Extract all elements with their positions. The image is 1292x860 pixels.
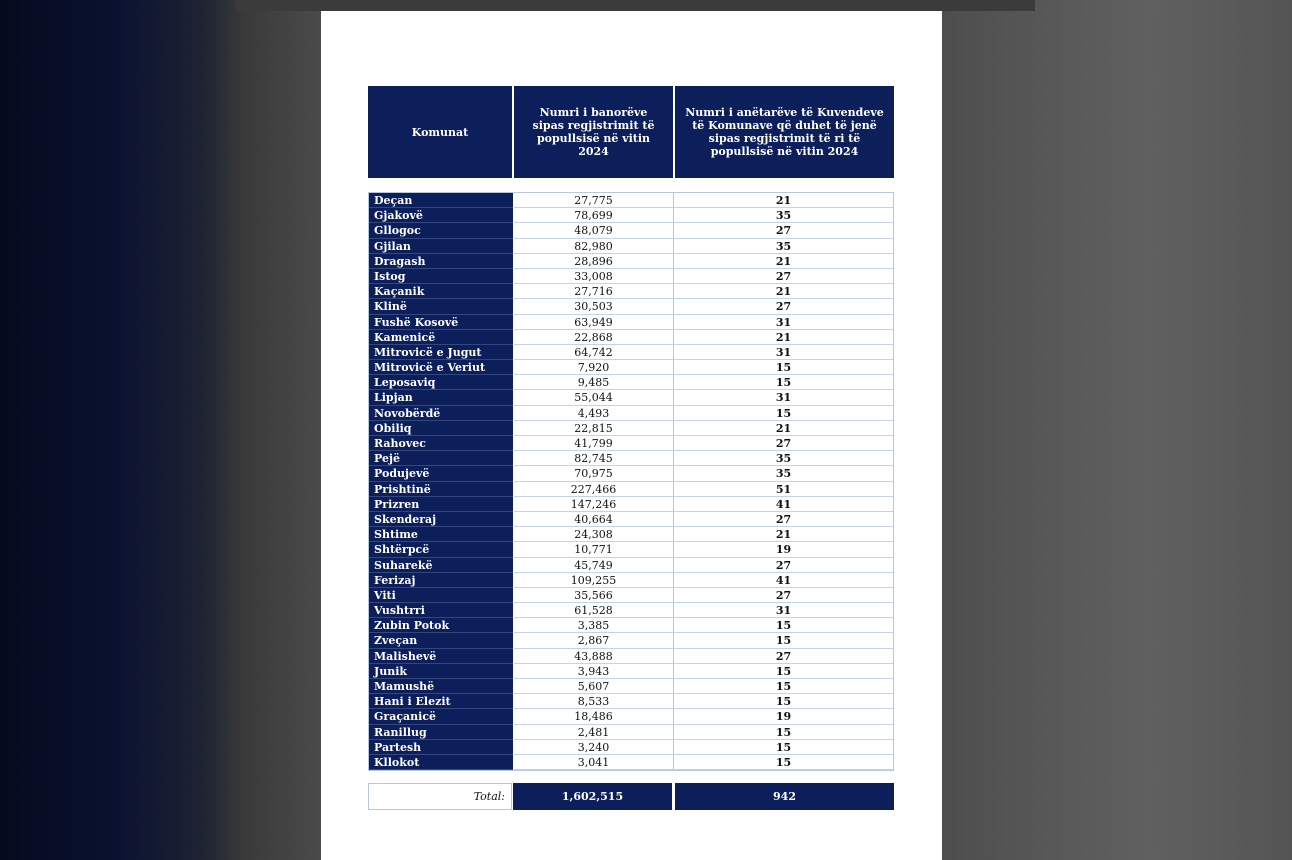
municipality-name: Vushtrri — [369, 603, 513, 618]
population-cell: 27,775 — [514, 193, 674, 208]
municipality-name: Graçanicë — [369, 709, 513, 724]
population-cell: 22,868 — [514, 330, 674, 345]
municipality-name: Gllogoc — [369, 223, 513, 238]
table-row — [369, 588, 893, 603]
members-cell: 21 — [674, 527, 893, 542]
members-cell: 27 — [674, 588, 893, 603]
members-cell: 31 — [674, 390, 893, 405]
table-row — [369, 527, 893, 542]
header-assembly-members: Numri i anëtarëve të Kuvendeve të Komunave që duhet të jenë sipas regjistrimit të ri të popullsisë në vitin 2024 — [675, 86, 894, 178]
population-cell: 61,528 — [514, 603, 674, 618]
total-population: 1,602,515 — [513, 783, 672, 810]
members-cell: 31 — [674, 603, 893, 618]
table-row — [369, 254, 893, 269]
municipality-table — [368, 86, 894, 771]
population-cell: 33,008 — [514, 269, 674, 284]
members-cell: 15 — [674, 755, 893, 770]
table-row — [369, 269, 893, 284]
members-cell: 35 — [674, 466, 893, 481]
table-row — [369, 679, 893, 694]
members-cell: 21 — [674, 284, 893, 299]
municipality-name: Lipjan — [369, 390, 513, 405]
table-row — [369, 436, 893, 451]
municipality-name: Fushë Kosovë — [369, 315, 513, 330]
members-cell: 35 — [674, 208, 893, 223]
table-row — [369, 633, 893, 648]
table-row — [369, 664, 893, 679]
members-cell: 15 — [674, 375, 893, 390]
population-cell: 3,385 — [514, 618, 674, 633]
municipality-name: Deçan — [369, 193, 513, 208]
header-municipalities: Komunat — [368, 86, 512, 178]
members-cell: 21 — [674, 330, 893, 345]
table-row — [369, 360, 893, 375]
members-cell: 27 — [674, 649, 893, 664]
members-cell: 27 — [674, 512, 893, 527]
population-cell: 147,246 — [514, 497, 674, 512]
table-row — [369, 330, 893, 345]
members-cell: 35 — [674, 239, 893, 254]
municipality-name: Shtërpcë — [369, 542, 513, 557]
members-cell: 41 — [674, 573, 893, 588]
members-cell: 27 — [674, 436, 893, 451]
members-cell: 15 — [674, 618, 893, 633]
municipality-name: Skenderaj — [369, 512, 513, 527]
municipality-name: Malishevë — [369, 649, 513, 664]
table-body — [368, 192, 894, 771]
members-cell: 21 — [674, 421, 893, 436]
members-cell: 15 — [674, 633, 893, 648]
members-cell: 21 — [674, 254, 893, 269]
members-cell: 15 — [674, 360, 893, 375]
members-cell: 19 — [674, 542, 893, 557]
table-row — [369, 375, 893, 390]
table-row — [369, 193, 893, 208]
table-row — [369, 512, 893, 527]
population-cell: 3,240 — [514, 740, 674, 755]
population-cell: 18,486 — [514, 709, 674, 724]
municipality-name: Ranillug — [369, 725, 513, 740]
members-cell: 15 — [674, 406, 893, 421]
population-cell: 109,255 — [514, 573, 674, 588]
table-row — [369, 725, 893, 740]
population-cell: 227,466 — [514, 482, 674, 497]
municipality-name: Gjilan — [369, 239, 513, 254]
members-cell: 27 — [674, 269, 893, 284]
total-members: 942 — [675, 783, 894, 810]
table-row — [369, 451, 893, 466]
members-cell: 27 — [674, 558, 893, 573]
table-row — [369, 223, 893, 238]
population-cell: 35,566 — [514, 588, 674, 603]
population-cell: 3,041 — [514, 755, 674, 770]
table-row — [369, 315, 893, 330]
population-cell: 78,699 — [514, 208, 674, 223]
population-cell: 45,749 — [514, 558, 674, 573]
members-cell: 21 — [674, 193, 893, 208]
table-row — [369, 603, 893, 618]
table-row — [369, 573, 893, 588]
population-cell: 4,493 — [514, 406, 674, 421]
members-cell: 27 — [674, 223, 893, 238]
municipality-name: Zveçan — [369, 633, 513, 648]
table-row — [369, 466, 893, 481]
population-cell: 2,867 — [514, 633, 674, 648]
municipality-name: Junik — [369, 664, 513, 679]
population-cell: 2,481 — [514, 725, 674, 740]
municipality-name: Kllokot — [369, 755, 513, 770]
municipality-name: Podujevë — [369, 466, 513, 481]
table-header-row — [368, 86, 894, 178]
municipality-name: Shtime — [369, 527, 513, 542]
document-page — [321, 11, 942, 860]
table-row — [369, 406, 893, 421]
table-row — [369, 740, 893, 755]
table-row — [369, 558, 893, 573]
table-row — [369, 284, 893, 299]
population-cell: 82,980 — [514, 239, 674, 254]
municipality-name: Klinë — [369, 299, 513, 314]
municipality-name: Gjakovë — [369, 208, 513, 223]
members-cell: 51 — [674, 482, 893, 497]
municipality-name: Kamenicë — [369, 330, 513, 345]
table-row — [369, 497, 893, 512]
members-cell: 15 — [674, 694, 893, 709]
municipality-name: Mamushë — [369, 679, 513, 694]
members-cell: 15 — [674, 740, 893, 755]
members-cell: 15 — [674, 679, 893, 694]
municipality-name: Ferizaj — [369, 573, 513, 588]
members-cell: 35 — [674, 451, 893, 466]
table-row — [369, 618, 893, 633]
population-cell: 55,044 — [514, 390, 674, 405]
members-cell: 31 — [674, 315, 893, 330]
population-cell: 7,920 — [514, 360, 674, 375]
municipality-name: Istog — [369, 269, 513, 284]
table-row — [369, 709, 893, 724]
members-cell: 41 — [674, 497, 893, 512]
table-row — [369, 208, 893, 223]
table-row — [369, 239, 893, 254]
table-row — [369, 649, 893, 664]
members-cell: 15 — [674, 725, 893, 740]
municipality-name: Viti — [369, 588, 513, 603]
municipality-name: Kaçanik — [369, 284, 513, 299]
population-cell: 40,664 — [514, 512, 674, 527]
table-row — [369, 390, 893, 405]
total-row — [368, 783, 894, 810]
population-cell: 30,503 — [514, 299, 674, 314]
municipality-name: Suharekë — [369, 558, 513, 573]
members-cell: 27 — [674, 299, 893, 314]
table-row — [369, 345, 893, 360]
municipality-name: Zubin Potok — [369, 618, 513, 633]
municipality-name: Hani i Elezit — [369, 694, 513, 709]
municipality-name: Mitrovicë e Veriut — [369, 360, 513, 375]
population-cell: 63,949 — [514, 315, 674, 330]
population-cell: 9,485 — [514, 375, 674, 390]
municipality-name: Leposaviq — [369, 375, 513, 390]
population-cell: 10,771 — [514, 542, 674, 557]
municipality-name: Dragash — [369, 254, 513, 269]
municipality-name: Partesh — [369, 740, 513, 755]
population-cell: 64,742 — [514, 345, 674, 360]
municipality-name: Prizren — [369, 497, 513, 512]
viewer-top-bar — [235, 0, 1035, 11]
population-cell: 22,815 — [514, 421, 674, 436]
municipality-name: Pejë — [369, 451, 513, 466]
population-cell: 70,975 — [514, 466, 674, 481]
table-row — [369, 421, 893, 436]
population-cell: 5,607 — [514, 679, 674, 694]
table-row — [369, 694, 893, 709]
municipality-name: Rahovec — [369, 436, 513, 451]
population-cell: 82,745 — [514, 451, 674, 466]
population-cell: 3,943 — [514, 664, 674, 679]
total-label: Total: — [368, 783, 512, 810]
members-cell: 31 — [674, 345, 893, 360]
members-cell: 19 — [674, 709, 893, 724]
table-row — [369, 482, 893, 497]
municipality-name: Prishtinë — [369, 482, 513, 497]
municipality-name: Mitrovicë e Jugut — [369, 345, 513, 360]
population-cell: 43,888 — [514, 649, 674, 664]
members-cell: 15 — [674, 664, 893, 679]
municipality-name: Novobërdë — [369, 406, 513, 421]
header-population: Numri i banorëve sipas regjistrimit të popullsisë në vitin 2024 — [514, 86, 673, 178]
table-row — [369, 299, 893, 314]
table-row — [369, 755, 893, 770]
population-cell: 8,533 — [514, 694, 674, 709]
table-row — [369, 542, 893, 557]
municipality-name: Obiliq — [369, 421, 513, 436]
population-cell: 48,079 — [514, 223, 674, 238]
population-cell: 28,896 — [514, 254, 674, 269]
population-cell: 41,799 — [514, 436, 674, 451]
population-cell: 27,716 — [514, 284, 674, 299]
population-cell: 24,308 — [514, 527, 674, 542]
